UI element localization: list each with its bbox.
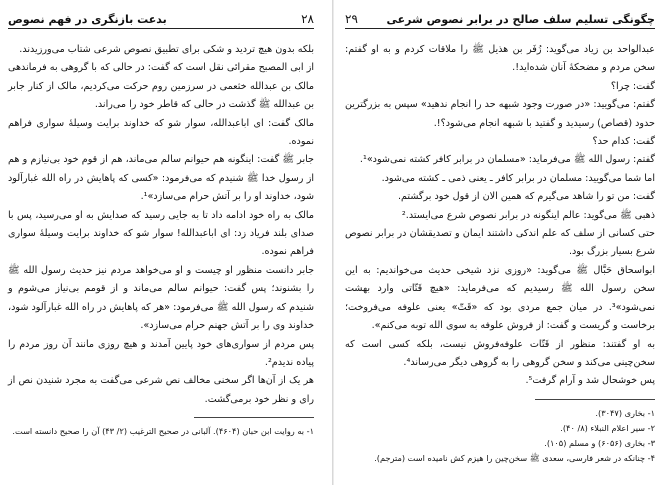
page-header bbox=[8, 8, 314, 29]
paragraph: هر یک از آن‌ها اگر سخنی مخالف نص شرعی می‌گفت به مجرد شنیدن نص از رای و نظر خود برمی‌گشت. bbox=[8, 375, 314, 405]
paragraph: ذهبی ﷺ می‌گوید: عالم اینگونه در برابر نصوص شرع می‌ایستد.² bbox=[401, 209, 655, 221]
page-header bbox=[345, 8, 655, 29]
paragraph: به او گفتند: منظور از قَتّات علوفه‌فروش نیست، بلکه کسی است که سخن‌چینی می‌کند و سخن گروهی را به گروهی دیگر می‌رساند⁴. bbox=[345, 338, 655, 368]
paragraph: گفتم: می‌گویید: «در صورت وجود شبهه حد را انجام ندهید» سپس به بزرگترین حدود (قصاص) رسیدید و گفتید با شبهه انجام می‌شود؟!. bbox=[345, 99, 655, 129]
page-number: ۲۸ bbox=[301, 12, 314, 26]
paragraph: اما شما می‌گویید: مسلمان در برابر کافر ـ یعنی ذمی ـ کشته می‌شود. bbox=[381, 172, 655, 184]
paragraph: جابر ﷺ گفت: اینگونه هم حیوانم سالم می‌ماند، هم از قوم خود بی‌نیازم و هم از رسول خدا ﷺ شنیدم که می‌فرمود: «کسی که پاهایش در راه الله غبارآلود شود، خداوند او را بر آتش حرام می‌سازد»¹. bbox=[8, 154, 314, 203]
footnote: ۲- سیر اعلام النبلاء (۸/ ۴۰). bbox=[560, 422, 655, 433]
paragraph: گفت: چرا؟ bbox=[610, 80, 655, 92]
paragraph: گفت: من تو را شاهد می‌گیرم که همین الان از قول خود برگشتم. bbox=[397, 191, 655, 203]
running-title: چگونگی تسلیم سلف صالح در برابر نصوص شرعی bbox=[386, 13, 655, 26]
paragraph: ابواسحاق حَبَّال ﷺ می‌گوید: «روزی نزد شیخی حدیث می‌خواندیم: به این سخن رسول الله ﷺ رسیدیم که می‌فرماید: «هیچ قَتّاتی وارد بهشت نمی‌شود»³. در میان جمع مردی بود که «قَتّ» یعنی علوفه می‌فروخت؛ برخاست و گریست و گفت: از فروش علوفه به سوی الله توبه می‌کنم». bbox=[345, 264, 655, 332]
paragraph: مالک گفت: ای اباعبدالله، سوار شو که خداوند برایت وسیلهٔ سواری فراهم نموده. bbox=[8, 117, 314, 148]
paragraph: عبدالواحد بن زیاد می‌گوید: زُفَر بن هذیل ﷺ را ملاقات کردم و به او گفتم: سخن مردم و مضحکهٔ آنان شده‌اید!. bbox=[345, 44, 655, 74]
paragraph: حتی کسانی از سلف که علم اندکی داشتند ایمان و تصدیقشان در برابر نصوص شرع بسیار بزرگ بود. bbox=[345, 228, 655, 258]
body-text bbox=[345, 41, 655, 391]
body-text bbox=[8, 41, 314, 409]
running-title: بدعت بازنگری در فهم نصوص bbox=[8, 13, 167, 26]
footnote: ۳- بخاری (۶۰۵۶) و مسلم (۱۰۵). bbox=[544, 437, 655, 448]
footnotes bbox=[345, 406, 655, 466]
footnote: ۴- چنانکه در شعر فارسی، سعدی ﷺ سخن‌چین را هیزم کش نامیده است (مترجم). bbox=[374, 452, 655, 463]
page-number: ۲۹ bbox=[345, 12, 358, 26]
paragraph: جابر دانست منظور او چیست و او می‌خواهد مردم نیز حدیث رسول الله ﷺ را بشنوند؛ پس گفت: حیوانم سالم می‌ماند و از قومم بی‌نیاز می‌شوم و شنیدم که رسول الله ﷺ می‌فرمود: «هر که پاهایش در راه الله غبارآلود شود، خداوند وی را بر آتش جهنم حرام می‌سازد». bbox=[8, 264, 314, 332]
paragraph: مالک به راه خود ادامه داد تا به جایی رسید که صدایش به او می‌رسید، پس با صدای بلند فریاد زد: ای اباعبدالله! سوار شو که خداوند برایت وسیلهٔ سواری فراهم نموده. bbox=[8, 209, 314, 258]
left-page bbox=[0, 0, 330, 485]
footnotes bbox=[8, 424, 314, 439]
paragraph: از ابی المصبح مقرائی نقل است که گفت: در حالی که با گروهی به فرماندهی مالک بن عبدالله خثعمی در سرزمین روم حرکت می‌کردیم، مالک از کنار جابر بن عبدالله ﷺ گذشت در حالی که قاطر خود را می‌راند. bbox=[8, 62, 314, 111]
paragraph: گفتم: رسول الله ﷺ می‌فرماید: «مسلمان در برابر کافر کشته نمی‌شود»¹. bbox=[359, 154, 655, 166]
paragraph: گفت: کدام حد؟ bbox=[592, 136, 655, 148]
footnote: ۱- بخاری (۳۰۴۷). bbox=[595, 407, 655, 418]
book-gutter bbox=[332, 0, 334, 485]
paragraph: پس خوشحال شد و آرام گرفت⁵. bbox=[525, 375, 655, 387]
right-page bbox=[337, 0, 667, 485]
footnote-divider bbox=[194, 417, 314, 418]
paragraph: بلکه بدون هیچ تردید و شکی برای تطبیق نصوص شرعی شتاب می‌ورزیدند. bbox=[19, 44, 314, 55]
footnote: ۱- به روایت ابن حبان (۴۶۰۴). آلبانی در صحیح الترغیب (۲/ ۴۳) آن را صحیح دانسته است. bbox=[12, 426, 314, 437]
footnote-divider bbox=[535, 399, 655, 400]
paragraph: پس مردم از سواری‌های خود پایین آمدند و هیچ روزی مانند آن روز مردم را پیاده ندیدم². bbox=[8, 338, 314, 368]
